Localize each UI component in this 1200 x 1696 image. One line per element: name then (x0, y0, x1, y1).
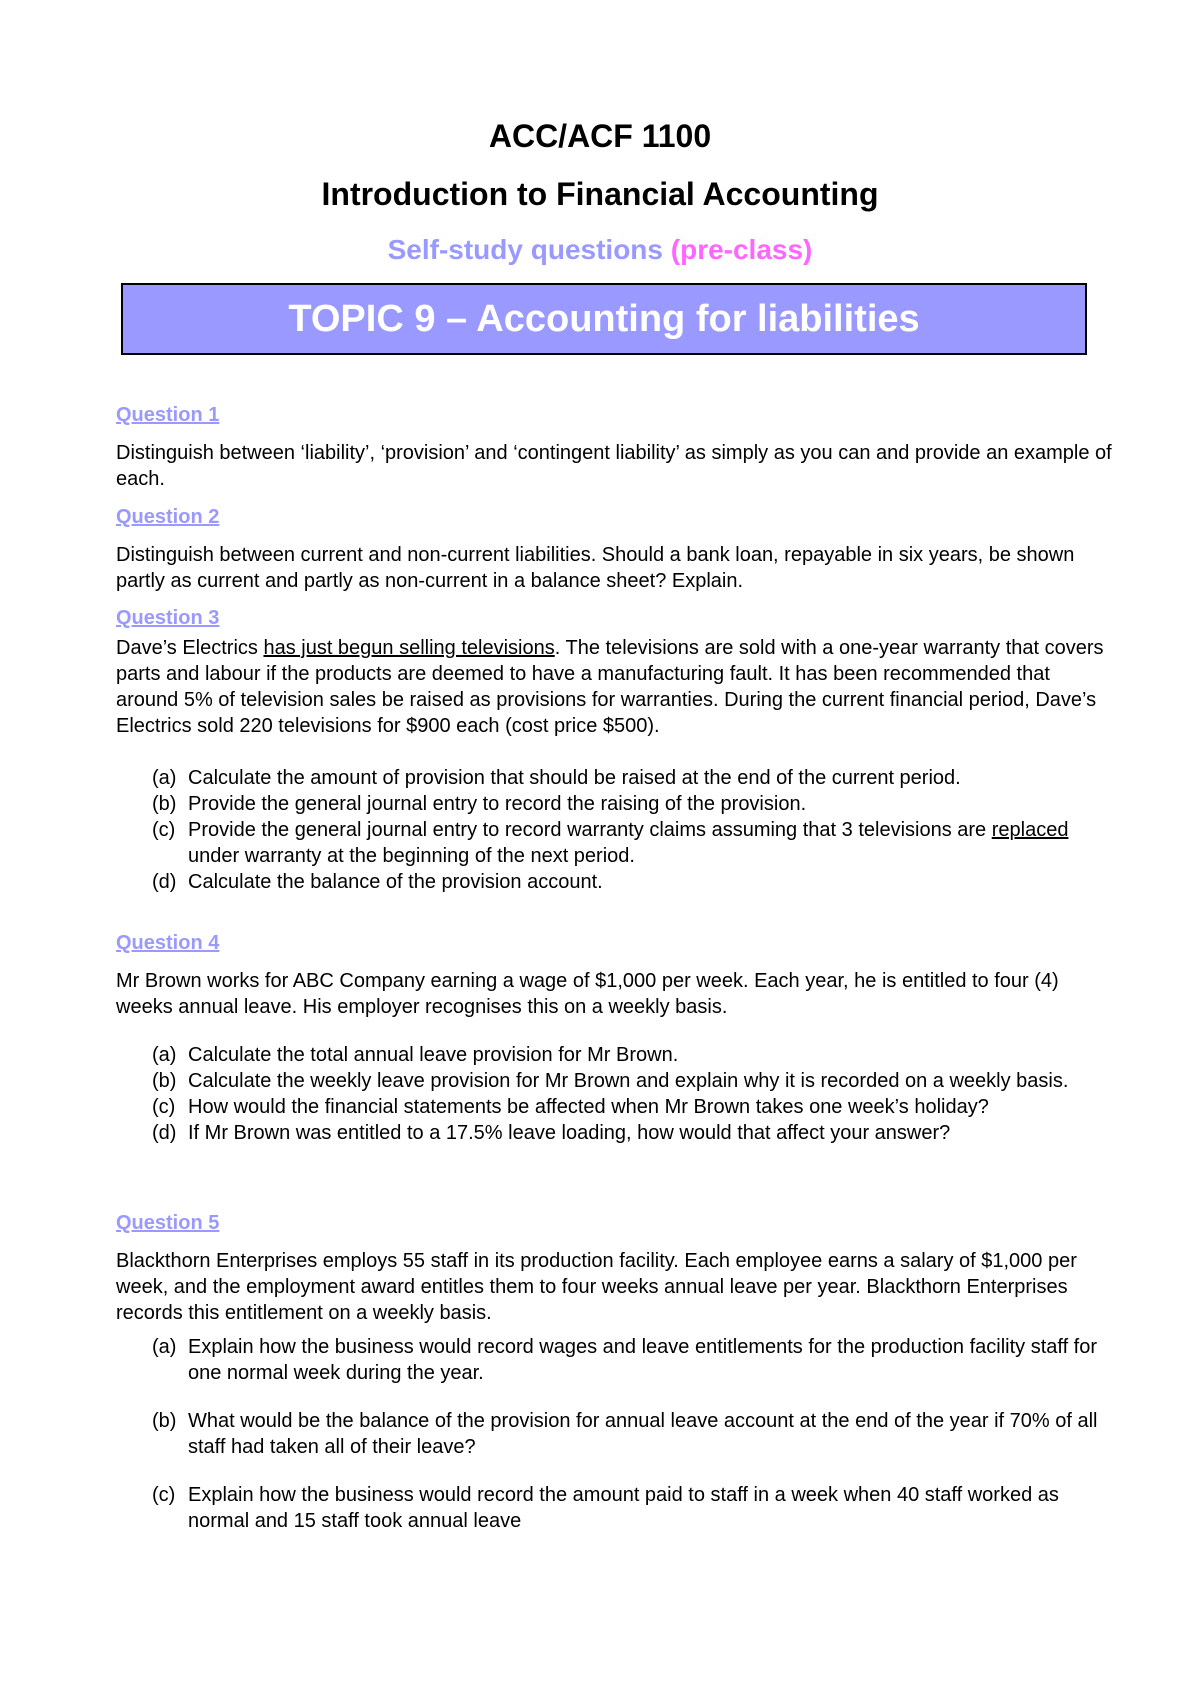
question-3-title: Question 3 (116, 607, 220, 629)
subtitle-pre-class: (pre-class) (670, 234, 813, 265)
part-label: (d) (152, 1122, 177, 1144)
part-label: (c) (152, 819, 176, 841)
question-4-title: Question 4 (116, 932, 220, 954)
list-item (116, 1120, 1116, 1146)
part-text-b: under warranty at the beginning of the next period. (188, 845, 635, 867)
list-item (116, 765, 1116, 791)
list-item (116, 791, 1116, 817)
question-2-title: Question 2 (116, 506, 220, 528)
part-label: (b) (152, 793, 177, 815)
question-3-parts (116, 765, 1116, 895)
part-text: If Mr Brown was entitled to a 17.5% leave loading, how would that affect your answer? (188, 1122, 951, 1144)
list-item (116, 1094, 1116, 1120)
part-text: Calculate the balance of the provision account. (188, 871, 603, 893)
part-text: Calculate the weekly leave provision for Mr Brown and explain why it is recorded on a weekly basis. (188, 1070, 1069, 1092)
question-4-text: Mr Brown works for ABC Company earning a wage of $1,000 per week. Each year, he is entitled to four (4) weeks annual leave. His employer recognises this on a weekly basis. (116, 970, 1059, 1018)
topic-title: TOPIC 9 – Accounting for liabilities (288, 297, 920, 340)
question-3-text (116, 635, 1116, 739)
question-3-text-b: . The televisions are sold with a one-year warranty that covers parts and labour if the products are deemed to have a manufacturing fault. It has been recommended that around 5% of television sales be raised as provisions for warranties. During the current financial period, Dave’s Electrics sold 220 televisions for $900 each (cost price $500). (116, 637, 1104, 737)
list-item (116, 1334, 1116, 1386)
list-item (116, 1068, 1116, 1094)
list-item (116, 869, 1116, 895)
part-label: (a) (152, 767, 177, 789)
question-3 (116, 605, 1116, 895)
part-label: (c) (152, 1484, 176, 1506)
question-1-text: Distinguish between ‘liability’, ‘provision’ and ‘contingent liability’ as simply as you can and provide an example of each. (116, 442, 1112, 490)
part-label: (a) (152, 1044, 177, 1066)
part-label: (b) (152, 1070, 177, 1092)
list-item (116, 1408, 1116, 1460)
part-text-a: Provide the general journal entry to record warranty claims assuming that 3 televisions are (188, 819, 992, 841)
question-3-text-a: Dave’s Electrics (116, 637, 264, 659)
part-label: (d) (152, 871, 177, 893)
question-5-text: Blackthorn Enterprises employs 55 staff in its production facility. Each employee earns a salary of $1,000 per week, and the employment award entitles them to four weeks annual leave per year. Blackthorn Enterprises records this entitlement on a weekly basis. (116, 1250, 1077, 1324)
part-text: Explain how the business would record wages and leave entitlements for the production facility staff for one normal week during the year. (188, 1336, 1098, 1384)
question-5 (116, 1210, 1116, 1534)
list-item (116, 1482, 1116, 1534)
subtitle-main: Self-study questions (387, 234, 671, 265)
part-text: What would be the balance of the provision for annual leave account at the end of the year if 70% of all staff had taken all of their leave? (188, 1410, 1098, 1458)
course-title: Introduction to Financial Accounting (321, 176, 879, 212)
question-4-parts (116, 1042, 1116, 1146)
part-text: Calculate the total annual leave provision for Mr Brown. (188, 1044, 679, 1066)
question-4 (116, 930, 1116, 1146)
part-label: (a) (152, 1336, 177, 1358)
question-1 (116, 402, 1116, 492)
list-item (116, 1042, 1116, 1068)
list-item (116, 817, 1116, 869)
question-5-parts (116, 1334, 1116, 1534)
part-text: Provide the general journal entry to record the raising of the provision. (188, 793, 807, 815)
question-2 (116, 504, 1116, 594)
question-1-title: Question 1 (116, 404, 220, 426)
part-text: Calculate the amount of provision that should be raised at the end of the current period. (188, 767, 961, 789)
part-label: (b) (152, 1410, 177, 1432)
subtitle (0, 234, 1200, 266)
topic-banner (121, 283, 1087, 355)
question-3-text-underlined: has just begun selling televisions (263, 637, 555, 659)
question-5-title: Question 5 (116, 1212, 220, 1234)
part-text: How would the financial statements be affected when Mr Brown takes one week’s holiday? (188, 1096, 989, 1118)
part-text-underlined: replaced (991, 819, 1069, 841)
part-label: (c) (152, 1096, 176, 1118)
course-code: ACC/ACF 1100 (488, 118, 712, 154)
part-text: Explain how the business would record the amount paid to staff in a week when 40 staff worked as normal and 15 staff took annual leave (188, 1484, 1059, 1532)
question-2-text: Distinguish between current and non-current liabilities. Should a bank loan, repayable in six years, be shown partly as current and partly as non-current in a balance sheet? Explain. (116, 544, 1075, 592)
